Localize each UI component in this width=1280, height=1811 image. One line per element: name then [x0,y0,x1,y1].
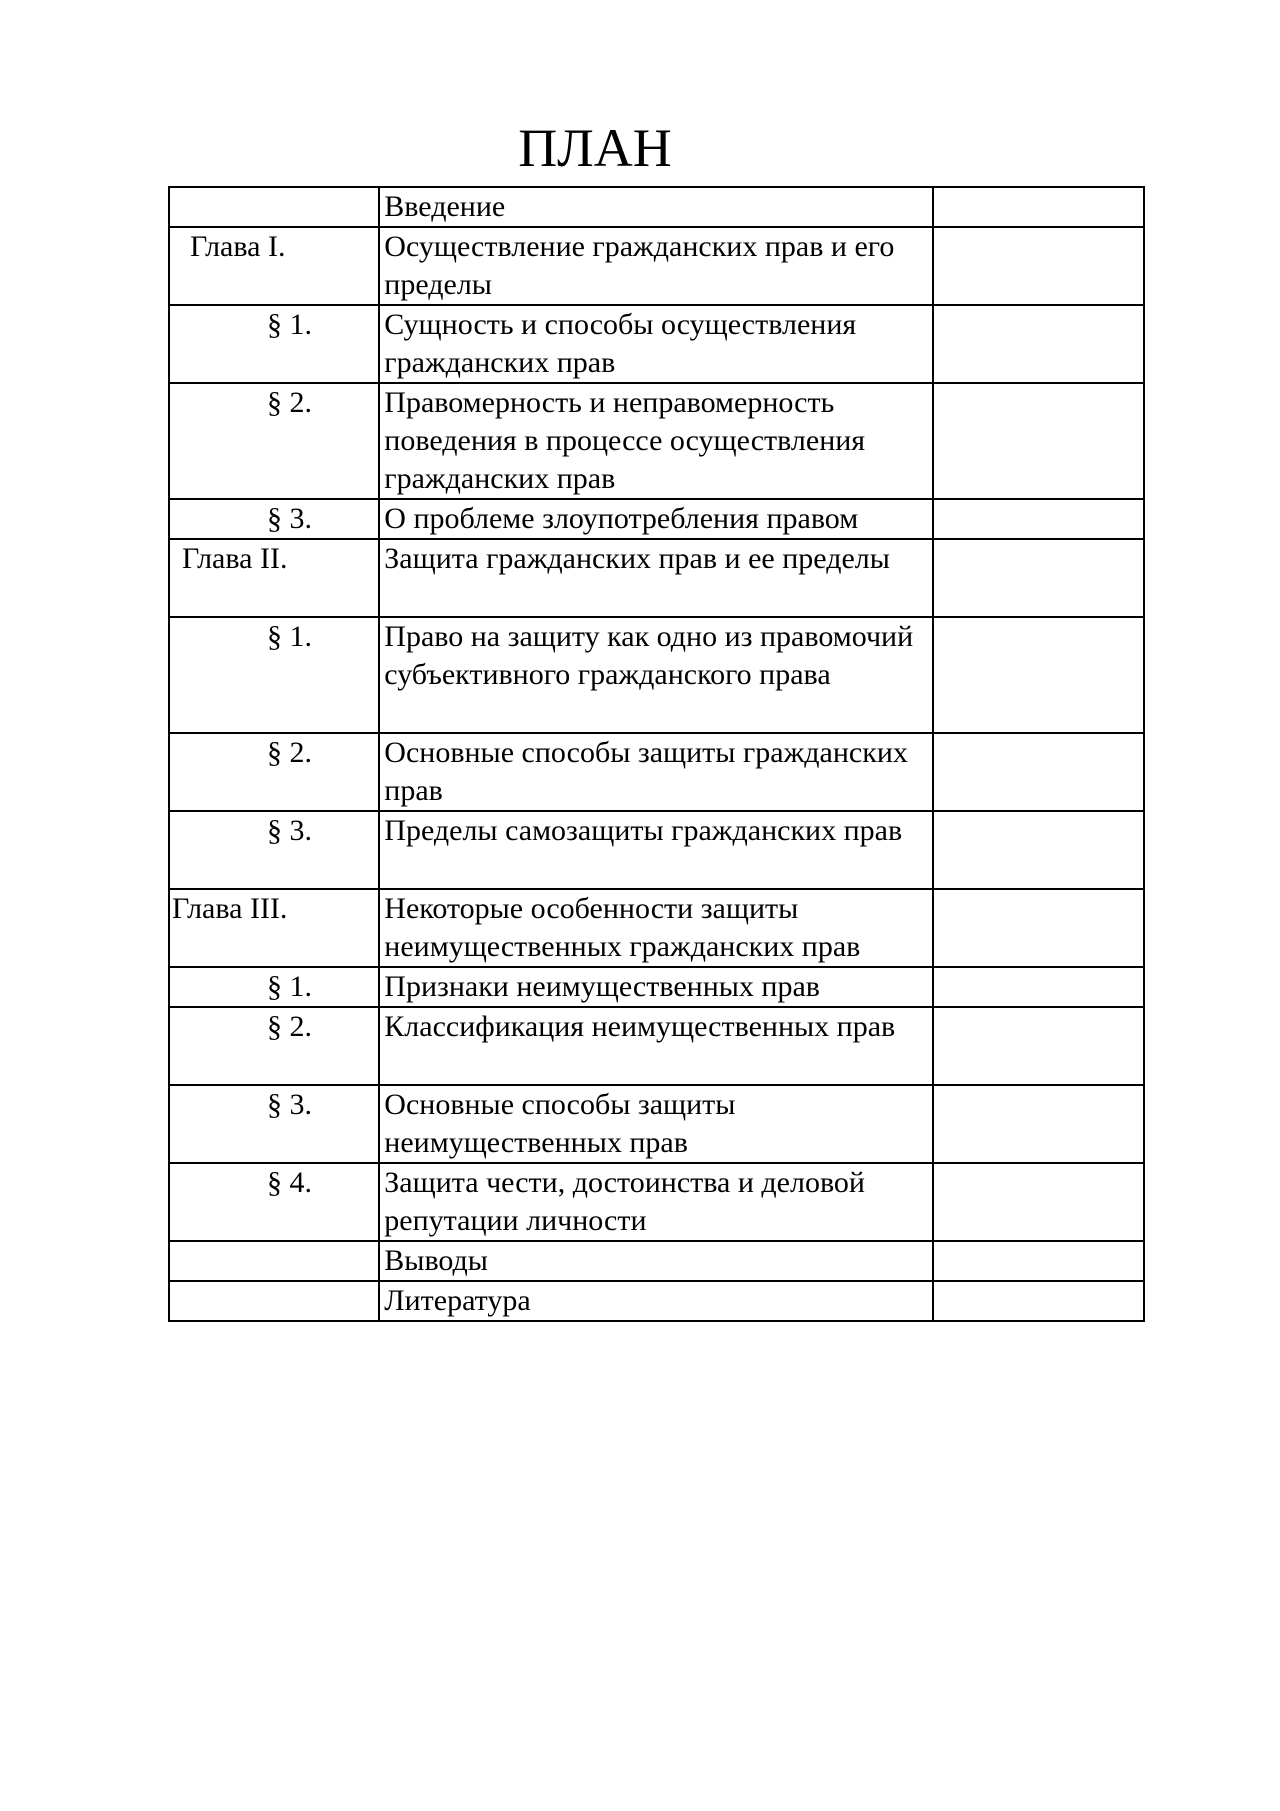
row-title: Признаки неимущественных прав [379,967,932,1007]
row-page [933,967,1144,1007]
row-page [933,1281,1144,1321]
table-row [169,1281,1144,1321]
table-row [169,1163,1144,1241]
row-page [933,617,1144,733]
row-number [169,1281,379,1321]
row-page [933,383,1144,499]
page-title: ПЛАН [518,118,672,178]
row-page [933,889,1144,967]
row-title: Выводы [379,1241,932,1281]
row-title: О проблеме злоупотребления правом [379,499,932,539]
row-title: Литература [379,1281,932,1321]
row-page [933,1163,1144,1241]
row-number: § 3. [169,499,379,539]
row-page [933,499,1144,539]
row-page [933,539,1144,617]
table-row [169,1085,1144,1163]
row-number: § 2. [169,1007,379,1085]
table-row [169,617,1144,733]
row-title: Защита гражданских прав и ее пределы [379,539,932,617]
row-number: § 3. [169,811,379,889]
table-row [169,967,1144,1007]
row-number: § 2. [169,733,379,811]
row-number [169,187,379,227]
row-number: § 1. [169,617,379,733]
row-page [933,811,1144,889]
row-title: Введение [379,187,932,227]
row-page [933,305,1144,383]
row-title: Пределы самозащиты гражданских прав [379,811,932,889]
row-page [933,1241,1144,1281]
row-title: Основные способы защиты гражданских прав [379,733,932,811]
row-title: Классификация неимущественных прав [379,1007,932,1085]
row-number: Глава II. [169,539,379,617]
row-page [933,1007,1144,1085]
row-number [169,1241,379,1281]
row-number: § 2. [169,383,379,499]
row-page [933,187,1144,227]
row-title: Правомерность и неправомерность поведения в процессе осуществления гражданских прав [379,383,932,499]
table-row [169,539,1144,617]
plan-table [168,186,1145,1322]
row-page [933,733,1144,811]
row-number: § 1. [169,305,379,383]
table-row [169,383,1144,499]
row-title: Право на защиту как одно из правомочий субъективного гражданского права [379,617,932,733]
row-number: Глава I. [169,227,379,305]
row-title: Сущность и способы осуществления гражданских прав [379,305,932,383]
table-row [169,889,1144,967]
row-title: Некоторые особенности защиты неимущественных гражданских прав [379,889,932,967]
table-row [169,499,1144,539]
row-title: Защита чести, достоинства и деловой репутации личности [379,1163,932,1241]
row-title: Основные способы защиты неимущественных прав [379,1085,932,1163]
table-row [169,811,1144,889]
row-number: § 1. [169,967,379,1007]
table-row [169,1241,1144,1281]
table-row [169,1007,1144,1085]
row-title: Осуществление гражданских прав и его пределы [379,227,932,305]
row-number: § 4. [169,1163,379,1241]
row-page [933,1085,1144,1163]
table-row [169,227,1144,305]
table-row [169,187,1144,227]
row-page [933,227,1144,305]
row-number: Глава III. [169,889,379,967]
row-number: § 3. [169,1085,379,1163]
table-row [169,733,1144,811]
table-row [169,305,1144,383]
